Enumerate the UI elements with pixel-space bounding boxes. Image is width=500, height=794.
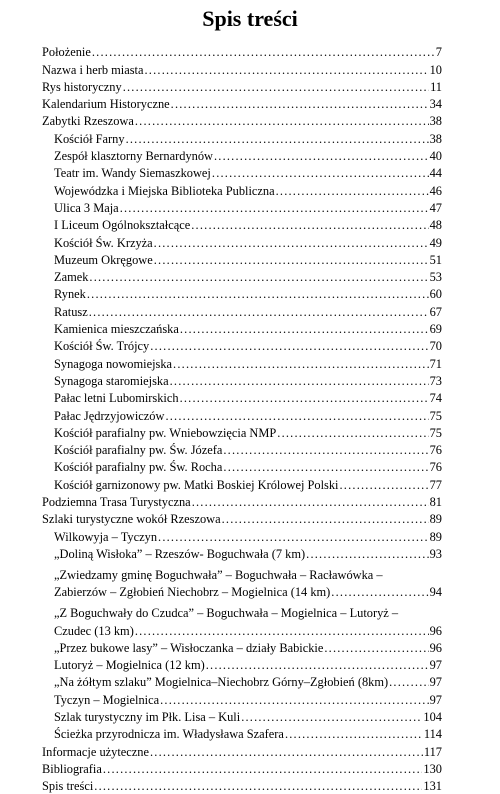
toc-entry-page: 94 — [429, 585, 442, 600]
toc-entry-label: Kamienica mieszczańska — [54, 322, 179, 337]
toc-leader-dots — [180, 322, 429, 337]
toc-entry-page: 73 — [429, 373, 442, 388]
toc-entry-page: 47 — [429, 200, 442, 215]
toc-entry — [42, 302, 442, 319]
toc-entry-label: Muzeum Okręgowe — [54, 252, 153, 267]
toc-leader-dots — [212, 166, 429, 181]
toc-leader-dots — [222, 512, 429, 527]
toc-entry-page: 89 — [429, 529, 442, 544]
toc-entry — [42, 164, 442, 181]
toc-entry-label: Położenie — [42, 45, 91, 60]
toc-leader-dots — [223, 443, 428, 458]
toc-entry-label: Kościół Św. Trójcy — [54, 339, 150, 354]
toc-entry-label: Informacje użyteczne — [42, 744, 149, 759]
toc-leader-dots — [89, 305, 429, 320]
toc-entry-label: Czudec (13 km) — [54, 623, 134, 638]
toc-entry-page: 70 — [429, 339, 442, 354]
toc-entry — [42, 639, 442, 656]
toc-entry-page: 38 — [429, 131, 442, 146]
toc-entry — [42, 320, 442, 337]
toc-leader-dots — [154, 236, 429, 251]
toc-leader-dots — [389, 675, 429, 690]
toc-entry-label: „Zwiedzamy gminę Boguchwała” – Boguchwała – Racławówka – — [54, 567, 383, 582]
toc-entry — [42, 285, 442, 302]
toc-entry-label: Kościół garnizonowy pw. Matki Boskiej Królowej Polski — [54, 477, 339, 492]
toc-entry-label: „Doliną Wisłoka” – Rzeszów- Boguchwała (7 km) — [54, 546, 306, 561]
toc-entry-label: Pałac Jędrzyjowiczów — [54, 408, 165, 423]
toc-leader-dots — [87, 287, 429, 302]
toc-leader-dots — [223, 460, 428, 475]
toc-entry — [42, 95, 442, 112]
toc-entry-label: Szlaki turystyczne wokół Rzeszowa — [42, 512, 221, 527]
toc-entry — [42, 251, 442, 268]
toc-entry-page: 75 — [429, 408, 442, 423]
toc-entry-label: Ratusz — [54, 304, 88, 319]
toc-entry-page: 89 — [429, 512, 442, 527]
toc-entry — [42, 583, 442, 600]
toc-entry-label: Synagoga staromiejska — [54, 373, 169, 388]
toc-entry-label: Kalendarium Historyczne — [42, 97, 170, 112]
toc-entry — [42, 545, 442, 562]
toc-entry — [42, 562, 442, 583]
toc-leader-dots — [135, 624, 429, 639]
toc-entry-page: 76 — [429, 443, 442, 458]
toc-entry-page: 48 — [429, 218, 442, 233]
toc-leader-dots — [171, 97, 429, 112]
toc-entry — [42, 742, 442, 759]
toc-entry-page: 71 — [429, 356, 442, 371]
toc-entry-label: Bibliografia — [42, 761, 102, 776]
toc-entry-page: 75 — [429, 425, 442, 440]
toc-leader-dots — [170, 374, 429, 389]
toc-entry-page: 7 — [435, 45, 442, 60]
toc-entry-label: Zamek — [54, 270, 89, 285]
toc-entry — [42, 147, 442, 164]
toc-leader-dots — [135, 114, 429, 129]
toc-entry-page: 44 — [429, 166, 442, 181]
page-title: Spis treści — [202, 6, 298, 31]
toc-entry — [42, 656, 442, 673]
toc-entry-label: Wojewódzka i Miejska Biblioteka Publiczna — [54, 183, 275, 198]
toc-entry-label: Kościół Św. Krzyża — [54, 235, 153, 250]
toc-leader-dots — [145, 63, 429, 78]
toc-leader-dots — [158, 530, 429, 545]
toc-leader-dots — [120, 201, 429, 216]
toc-leader-dots — [92, 45, 435, 60]
toc-entry-label: Kościół parafialny pw. Św. Józefa — [54, 443, 223, 458]
toc-entry-label: Zabytki Rzeszowa — [42, 114, 134, 129]
toc-leader-dots — [123, 80, 429, 95]
toc-entry-page: 49 — [429, 235, 442, 250]
toc-leader-dots — [191, 218, 428, 233]
toc-entry-page: 97 — [429, 658, 442, 673]
toc-entry-label: Spis treści — [42, 779, 94, 794]
toc-entry — [42, 181, 442, 198]
toc-entry — [42, 354, 442, 371]
toc-entry-page: 67 — [429, 304, 442, 319]
table-of-contents — [42, 43, 442, 794]
toc-entry-page: 77 — [429, 477, 442, 492]
toc-entry-label: Nazwa i herb miasta — [42, 62, 144, 77]
toc-leader-dots — [154, 253, 429, 268]
toc-entry-label: I Liceum Ogólnokształcące — [54, 218, 191, 233]
toc-entry — [42, 129, 442, 146]
toc-entry-page: 96 — [429, 623, 442, 638]
toc-entry-label: Zabierzów – Zgłobień Niechobrz – Mogielnica (14 km) — [54, 585, 331, 600]
toc-entry — [42, 43, 442, 60]
toc-leader-dots — [150, 745, 423, 760]
toc-entry — [42, 268, 442, 285]
toc-entry-label: Kościół parafialny pw. Wniebowzięcia NMP — [54, 425, 277, 440]
toc-entry — [42, 527, 442, 544]
toc-entry-label: Ulica 3 Maja — [54, 200, 119, 215]
toc-entry-label: Rynek — [54, 287, 86, 302]
toc-leader-dots — [306, 547, 428, 562]
toc-leader-dots — [165, 409, 428, 424]
toc-entry — [42, 510, 442, 527]
toc-entry-page: 104 — [423, 709, 442, 724]
toc-leader-dots — [126, 132, 429, 147]
toc-leader-dots — [331, 585, 428, 600]
toc-entry-page: 11 — [430, 79, 442, 94]
toc-entry-label: Kościół Farny — [54, 131, 125, 146]
toc-entry-page: 46 — [429, 183, 442, 198]
toc-entry-label: Lutoryż – Mogielnica (12 km) — [54, 658, 205, 673]
toc-entry — [42, 690, 442, 707]
toc-entry-page: 60 — [429, 287, 442, 302]
toc-entry-page: 53 — [429, 270, 442, 285]
toc-leader-dots — [276, 184, 429, 199]
toc-entry-page: 40 — [429, 149, 442, 164]
toc-entry — [42, 389, 442, 406]
toc-entry-page: 97 — [429, 692, 442, 707]
toc-entry-page: 97 — [429, 675, 442, 690]
toc-entry-page: 130 — [423, 761, 442, 776]
toc-leader-dots — [340, 478, 429, 493]
toc-entry-page: 93 — [429, 546, 442, 561]
toc-entry-label: „Z Boguchwały do Czudca” – Boguchwała – Mogielnica – Lutoryż – — [54, 606, 399, 621]
toc-entry — [42, 216, 442, 233]
toc-entry — [42, 233, 442, 250]
toc-entry-label: Pałac letni Lubomirskich — [54, 391, 179, 406]
toc-leader-dots — [173, 357, 429, 372]
toc-entry — [42, 760, 442, 777]
toc-leader-dots — [180, 391, 429, 406]
toc-leader-dots — [285, 727, 423, 742]
toc-entry — [42, 475, 442, 492]
toc-leader-dots — [94, 779, 422, 794]
toc-leader-dots — [192, 495, 429, 510]
toc-leader-dots — [206, 658, 429, 673]
toc-entry-page: 131 — [423, 779, 442, 794]
toc-leader-dots — [324, 641, 428, 656]
toc-entry — [42, 406, 442, 423]
toc-entry-label: Wilkowyja – Tyczyn — [54, 529, 158, 544]
toc-entry — [42, 725, 442, 742]
toc-entry — [42, 199, 442, 216]
toc-entry-page: 34 — [429, 97, 442, 112]
toc-entry — [42, 441, 442, 458]
toc-entry — [42, 60, 442, 77]
toc-entry-page: 51 — [429, 252, 442, 267]
toc-entry — [42, 78, 442, 95]
toc-entry — [42, 673, 442, 690]
toc-entry-label: „Przez bukowe lasy” – Wisłoczanka – działy Babickie — [54, 640, 324, 655]
toc-entry — [42, 372, 442, 389]
toc-leader-dots — [241, 710, 422, 725]
toc-entry — [42, 493, 442, 510]
toc-leader-dots — [160, 693, 429, 708]
toc-entry-label: Szlak turystyczny im Płk. Lisa – Kuli — [54, 709, 241, 724]
toc-leader-dots — [150, 339, 428, 354]
toc-entry — [42, 777, 442, 794]
toc-entry-page: 69 — [429, 322, 442, 337]
toc-entry — [42, 424, 442, 441]
toc-entry — [42, 600, 442, 621]
toc-entry-page: 74 — [429, 391, 442, 406]
toc-entry-label: Teatr im. Wandy Siemaszkowej — [54, 166, 211, 181]
toc-leader-dots — [277, 426, 428, 441]
toc-entry-label: Tyczyn – Mogielnica — [54, 692, 160, 707]
toc-entry-label: „Na żółtym szlaku” Mogielnica–Niechobrz Górny–Zgłobień (8km) — [54, 675, 389, 690]
toc-entry-page: 76 — [429, 460, 442, 475]
toc-entry — [42, 708, 442, 725]
toc-entry-page: 117 — [423, 744, 442, 759]
toc-leader-dots — [103, 762, 423, 777]
toc-entry — [42, 112, 442, 129]
toc-entry-page: 96 — [429, 640, 442, 655]
toc-entry-label: Rys historyczny — [42, 79, 122, 94]
toc-entry-label: Ścieżka przyrodnicza im. Władysława Szafera — [54, 727, 284, 742]
toc-leader-dots — [89, 270, 428, 285]
toc-entry-label: Synagoga nowomiejska — [54, 356, 173, 371]
toc-entry — [42, 337, 442, 354]
toc-entry-page: 10 — [429, 62, 442, 77]
toc-entry-label: Podziemna Trasa Turystyczna — [42, 495, 191, 510]
toc-entry-label: Zespół klasztorny Bernardynów — [54, 149, 213, 164]
toc-entry-page: 81 — [429, 495, 442, 510]
toc-entry-page: 38 — [429, 114, 442, 129]
toc-leader-dots — [214, 149, 429, 164]
toc-entry-label: Kościół parafialny pw. Św. Rocha — [54, 460, 223, 475]
toc-entry — [42, 621, 442, 638]
toc-entry-page: 114 — [423, 727, 442, 742]
toc-entry — [42, 458, 442, 475]
